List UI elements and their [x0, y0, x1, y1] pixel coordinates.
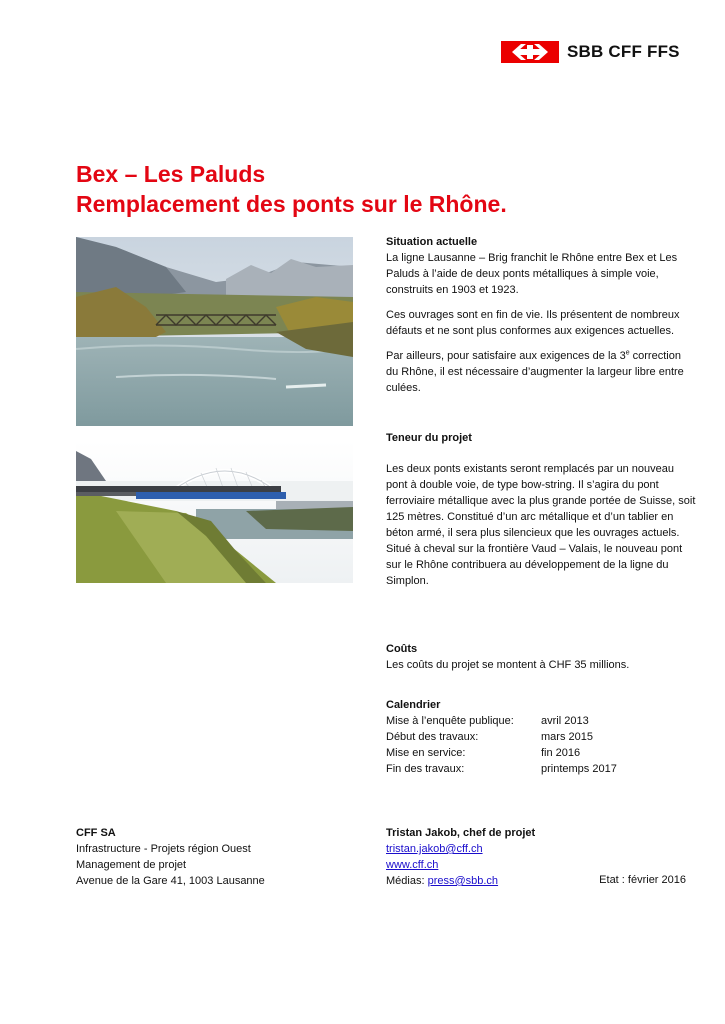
situation-p3-pre: Par ailleurs, pour satisfaire aux exigences de la 3 — [386, 350, 626, 362]
situation-p3-sup: e — [625, 349, 630, 357]
email-link[interactable]: tristan.jakob@cff.ch — [386, 843, 483, 855]
calendrier-row — [386, 729, 696, 745]
calendrier-label: Mise à l’enquête publique: — [386, 715, 514, 727]
sbb-logo — [501, 41, 680, 63]
calendrier-row — [386, 745, 696, 761]
projet-paragraph-1: Les deux ponts existants seront remplacés par un nouveau pont à double voie, de type bow-string. Il s’agira du pont ferroviaire métallique avec la plus grande portée de Suisse, soit 125 mètres. Constitué d’un arc métallique et d’un tablier en béton armé, il sera plus silencieux que les ouvrages actuels. — [386, 463, 696, 539]
projet-paragraph-2: Situé à cheval sur la frontière Vaud – Valais, le nouveau pont sur le Rhône contribuera au développement de la ligne du Simplon. — [386, 543, 683, 587]
footer-contact-name: Tristan Jakob, chef de projet — [386, 827, 536, 839]
couts-heading: Coûts — [386, 643, 418, 655]
title-line-1: Bex – Les Paluds — [76, 161, 266, 187]
situation-paragraph-3 — [386, 348, 696, 396]
calendrier-value: mars 2015 — [541, 731, 593, 743]
calendrier-heading: Calendrier — [386, 699, 441, 711]
medias-label: Médias: — [386, 875, 428, 887]
calendrier-value: avril 2013 — [541, 715, 589, 727]
section-calendrier — [386, 697, 696, 777]
couts-text: Les coûts du projet se montent à CHF 35 millions. — [386, 659, 630, 671]
footer-contact — [386, 825, 686, 889]
footer-line-2: Management de projet — [76, 859, 187, 871]
calendrier-value: fin 2016 — [541, 747, 581, 759]
situation-p3-post: correction du Rhône, il est nécessaire d’augmenter la largeur libre entre culées. — [386, 350, 684, 394]
situation-paragraph-2: Ces ouvrages sont en fin de vie. Ils présentent de nombreux défauts et ne sont plus conformes aux exigences actuelles. — [386, 309, 680, 337]
calendrier-value: printemps 2017 — [541, 763, 617, 775]
footer-org: CFF SA — [76, 827, 116, 839]
photo-existing-bridge — [76, 237, 353, 426]
press-email-link[interactable]: press@sbb.ch — [427, 875, 499, 887]
situation-heading: Situation actuelle — [386, 236, 478, 248]
page-title — [76, 159, 696, 219]
calendrier-row — [386, 761, 696, 777]
etat-date: Etat : février 2016 — [599, 874, 686, 886]
section-couts — [386, 641, 696, 673]
calendrier-label: Fin des travaux: — [386, 763, 465, 775]
situation-paragraph-1: La ligne Lausanne – Brig franchit le Rhône entre Bex et Les Paluds à l’aide de deux ponts métalliques à simple voie, construits en 1903 et 1923. — [386, 252, 678, 296]
photo-new-bridge-rendering — [76, 441, 353, 583]
logo-text: SBB CFF FFS — [567, 42, 680, 61]
section-situation — [386, 234, 696, 396]
sbb-arrow-cross-icon — [501, 41, 559, 63]
footer-address — [76, 825, 356, 889]
section-projet — [386, 430, 696, 589]
calendrier-row — [386, 713, 696, 729]
calendrier-label: Début des travaux: — [386, 731, 479, 743]
title-line-2: Remplacement des ponts sur le Rhône. — [76, 191, 507, 217]
website-link[interactable]: www.cff.ch — [386, 859, 439, 871]
footer-line-1: Infrastructure - Projets région Ouest — [76, 843, 251, 855]
projet-heading: Teneur du projet — [386, 432, 472, 444]
calendrier-label: Mise en service: — [386, 747, 466, 759]
footer-line-3: Avenue de la Gare 41, 1003 Lausanne — [76, 875, 265, 887]
